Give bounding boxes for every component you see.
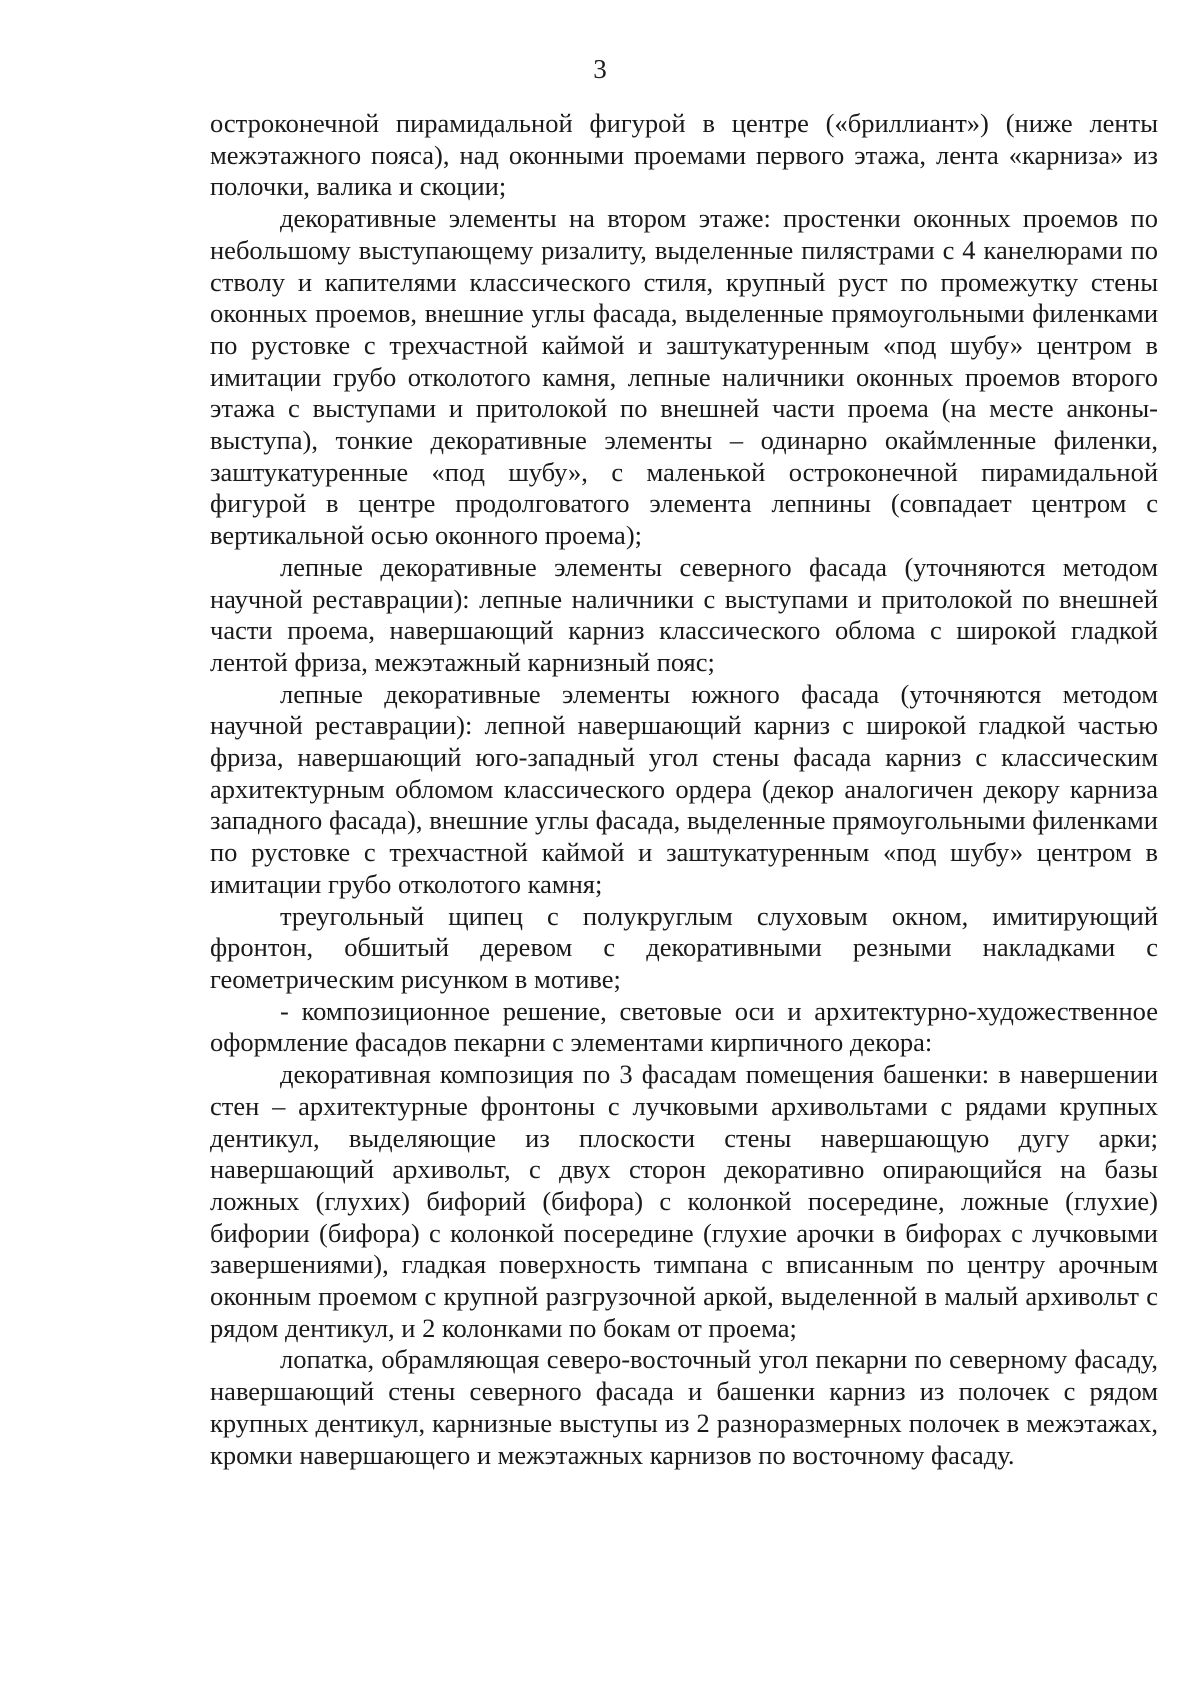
document-body xyxy=(210,108,1158,1471)
paragraph-continuation: остроконечной пирамидальной фигурой в центре («бриллиант») (ниже ленты межэтажного пояса), над оконными проемами первого этажа, лента «карниза» из полочки, валика и скоции; xyxy=(210,108,1158,202)
paragraph-tower-composition: декоративная композиция по 3 фасадам помещения башенки: в навершении стен – архитектурные фронтоны с лучковыми архивольтами с рядами крупных дентикул, выделяющие из плоскости стены навершающую дугу арки; навершающий архивольт, с двух сторон декоративно опирающийся на базы ложных (глухих) бифорий (бифора) с колонкой посередине, ложные (глухие) бифории (бифора) с колонкой посередине (глухие арочки в бифорах с лучковыми завершениями), гладкая поверхность тимпана с вписанным по центру арочным оконным проемом с крупной разгрузочной аркой, выделенной в малый архивольт с рядом дентикул, и 2 колонками по бокам от проема; xyxy=(210,1059,1158,1343)
paragraph-pilaster-strip: лопатка, обрамляющая северо-восточный угол пекарни по северному фасаду, навершающий стены северного фасада и башенки карниз из полочек с рядом крупных дентикул, карнизные выступы из 2 разноразмерных полочек в межэтажах, кромки навершающего и межэтажных карнизов по восточному фасаду. xyxy=(210,1344,1158,1470)
paragraph-north-facade-decor: лепные декоративные элементы северного фасада (уточняются методом научной реставрации): лепные наличники с выступами и притолокой по внешней части проема, навершающий карниз классического облома с широкой гладкой лентой фриза, межэтажный карнизный пояс; xyxy=(210,551,1158,677)
paragraph-south-facade-decor: лепные декоративные элементы южного фасада (уточняются методом научной реставрации): лепной навершающий карниз с широкой гладкой частью фриза, навершающий юго-западный угол стены фасада карниз с классическим архитектурным обломом классического ордера (декор аналогичен декору карниза западного фасада), внешние углы фасада, выделенные прямоугольными филенками по рустовке с трехчастной каймой и заштукатуренным «под шубу» центром в имитации грубо отколотого камня; xyxy=(210,678,1158,899)
paragraph-bakery-composition: - композиционное решение, световые оси и архитектурно-художественное оформление фасадов пекарни с элементами кирпичного декора: xyxy=(210,995,1158,1058)
paragraph-second-floor-decor: декоративные элементы на втором этаже: простенки оконных проемов по небольшому выступающему ризалиту, выделенные пилястрами с 4 канелюрами по стволу и капителями классического стиля, крупный руст по промежутку стены оконных проемов, внешние углы фасада, выделенные прямоугольными филенками по рустовке с трехчастной каймой и заштукатуренным «под шубу» центром в имитации грубо отколотого камня, лепные наличники оконных проемов второго этажа с выступами и притолокой по внешней части проема (на месте анконы-выступа), тонкие декоративные элементы – одинарно окаймленные филенки, заштукатуренные «под шубу», с маленькой остроконечной пирамидальной фигурой в центре продолговатого элемента лепнины (совпадает центром с вертикальной осью оконного проема); xyxy=(210,203,1158,551)
paragraph-gable: треугольный щипец с полукруглым слуховым окном, имитирующий фронтон, обшитый деревом с декоративными резными накладками с геометрическим рисунком в мотиве; xyxy=(210,900,1158,994)
page-number: 3 xyxy=(593,54,607,84)
